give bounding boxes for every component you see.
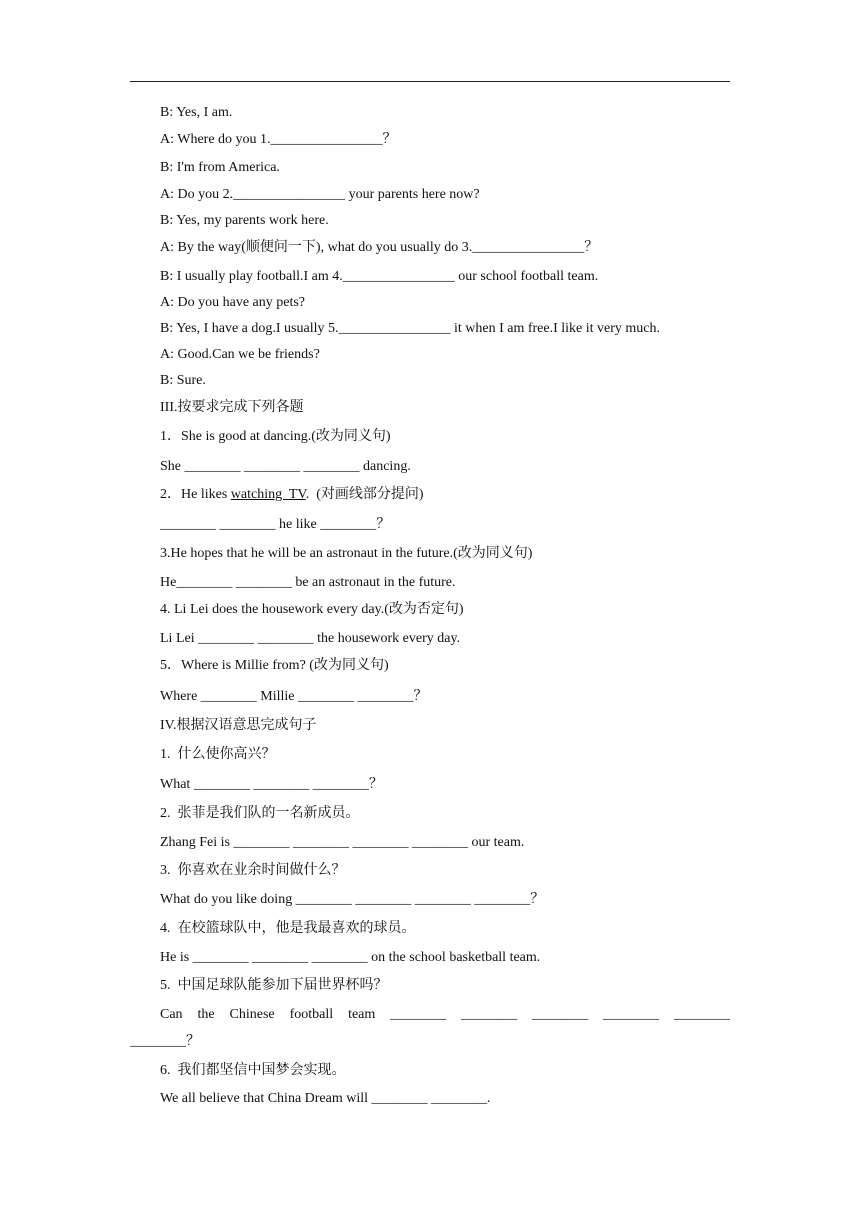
answer-blank: ________ — [532, 1007, 589, 1022]
dialogue-line: B: Sure. — [160, 373, 206, 388]
section-heading: III.按要求完成下列各题 — [160, 400, 304, 415]
dialogue-line: B: Yes, my parents work here. — [160, 213, 329, 228]
question-text: 2. 张菲是我们队的一名新成员。 — [160, 806, 360, 821]
answer-blank: ________ — [673, 1007, 730, 1022]
dialogue-line: A: Where do you 1.________________？ — [160, 132, 397, 147]
header-rule — [130, 81, 730, 82]
question-text: 3.He hopes that he will be an astronaut in the future.(改为同义句) — [160, 546, 533, 561]
section-heading: IV.根据汉语意思完成句子 — [160, 718, 317, 733]
answer-line: He________ ________ be an astronaut in the future. — [160, 575, 456, 590]
question-text — [160, 486, 424, 504]
question-text: 6. 我们都坚信中国梦会实现。 — [160, 1063, 346, 1078]
answer-line: What do you like doing ________ ________ ________ ________？ — [160, 892, 545, 907]
answer-line: She ________ ________ ________ dancing. — [160, 459, 411, 474]
answer-blank: ________ — [603, 1007, 660, 1022]
question-prefix: 2．He likes — [160, 487, 231, 502]
answer-word: the — [197, 1007, 215, 1022]
answer-word: Can — [160, 1007, 183, 1022]
question-text: 5. 中国足球队能参加下届世界杯吗？ — [160, 978, 388, 993]
justified-answer-line — [160, 1006, 730, 1024]
dialogue-line: A: Do you have any pets? — [160, 295, 306, 310]
dialogue-line: B: I'm from America. — [160, 160, 280, 175]
question-text: 4. 在校篮球队中，他是我最喜欢的球员。 — [160, 921, 416, 936]
answer-word: team — [348, 1007, 376, 1022]
dialogue-line: A: Do you 2.________________ your parents here now? — [160, 187, 480, 202]
dialogue-line: B: Yes, I have a dog.I usually 5.________________ it when I am free.I like it very much. — [160, 321, 661, 336]
dialogue-line: A: By the way(顺便问一下), what do you usually do 3.________________？ — [160, 240, 599, 255]
answer-blank: ________ — [461, 1007, 518, 1022]
answer-word: Chinese — [229, 1007, 275, 1022]
answer-line: Where ________ Millie ________ ________？ — [160, 689, 428, 704]
question-text: 5．Where is Millie from? (改为同义句) — [160, 658, 389, 673]
answer-line: Li Lei ________ ________ the housework every day. — [160, 631, 461, 646]
dialogue-line: A: Good.Can we be friends? — [160, 347, 320, 362]
answer-line: Zhang Fei is ________ ________ ________ ________ our team. — [160, 835, 525, 850]
underlined-phrase: watching TV — [230, 487, 306, 502]
question-text: 3. 你喜欢在业余时间做什么？ — [160, 863, 346, 878]
answer-continuation: ________？ — [130, 1034, 200, 1049]
answer-word: football — [289, 1007, 334, 1022]
dialogue-line: B: I usually play football.I am 4.________________ our school football team. — [160, 269, 599, 284]
answer-line: We all believe that China Dream will ________ ________. — [160, 1091, 491, 1106]
question-suffix: . (对画线部分提问) — [305, 487, 424, 502]
answer-line: ________ ________ he like ________？ — [160, 517, 391, 532]
answer-line: What ________ ________ ________？ — [160, 777, 383, 792]
answer-line: He is ________ ________ ________ on the school basketball team. — [160, 950, 541, 965]
question-text: 4. Li Lei does the housework every day.(改为否定句) — [160, 602, 464, 617]
question-text: 1. 什么使你高兴？ — [160, 747, 276, 762]
answer-blank: ________ — [390, 1007, 447, 1022]
question-text: 1．She is good at dancing.(改为同义句) — [160, 429, 391, 444]
dialogue-line: B: Yes, I am. — [160, 105, 233, 120]
